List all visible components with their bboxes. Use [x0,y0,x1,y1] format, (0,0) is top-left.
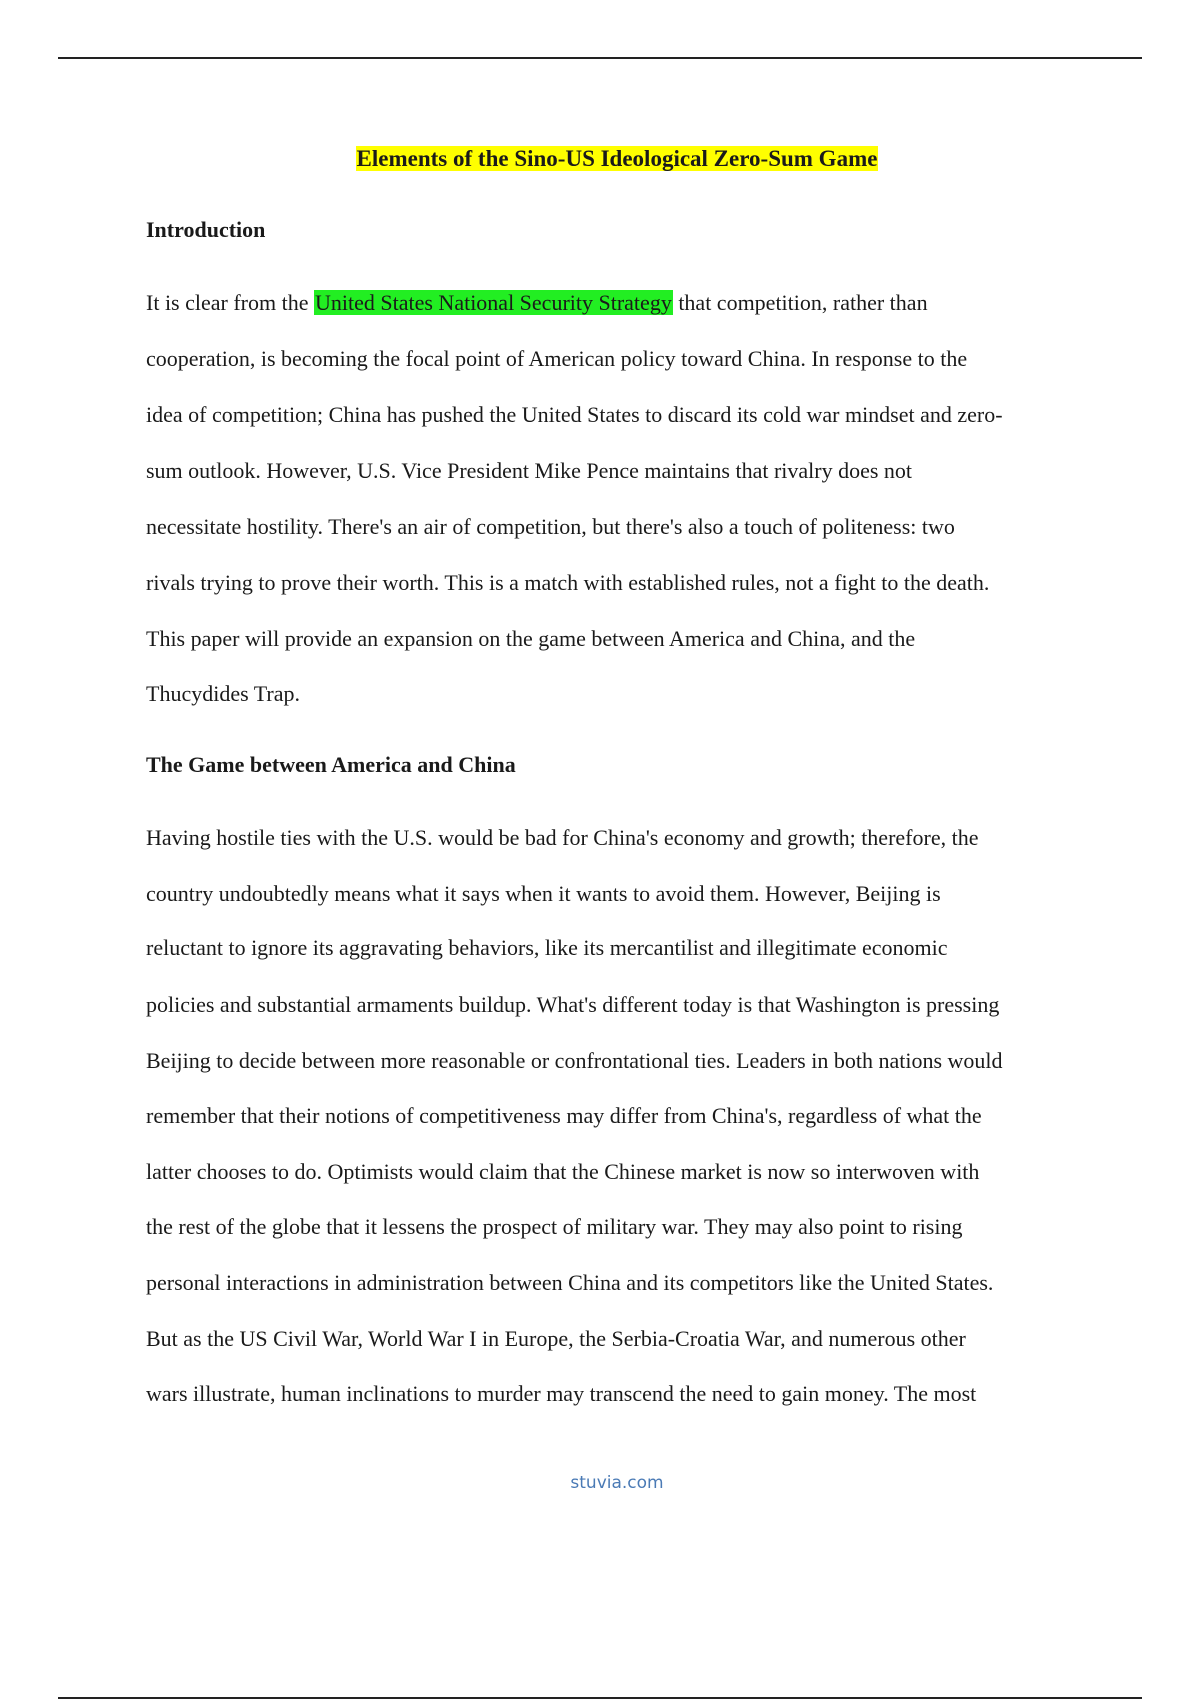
paragraph-line: rivals trying to prove their worth. This is a match with established rules, not a fight to the death. [146,570,990,595]
footer-brand-link[interactable]: stuvia.com [570,1473,664,1493]
paragraph-line: idea of competition; China has pushed the United States to discard its cold war mindset and zero- [146,402,1003,427]
document-title [0,144,1200,174]
line-text-post: that competition, rather than [672,290,928,315]
paragraph-line [146,288,928,318]
section-heading-game: The Game between America and China [146,752,516,777]
document-title-text: Elements of the Sino-US Ideological Zero-Sum Game [356,146,878,171]
paragraph-line: Beijing to decide between more reasonable or confrontational ties. Leaders in both nations would [146,1048,1003,1073]
paragraph-line: latter chooses to do. Optimists would claim that the Chinese market is now so interwoven with [146,1159,980,1184]
paragraph-line: wars illustrate, human inclinations to murder may transcend the need to gain money. The most [146,1381,977,1406]
top-rule [58,57,1142,59]
line-text-pre: It is clear from the [146,290,314,315]
highlighted-phrase: United States National Security Strategy [315,290,672,315]
paragraph-line: necessitate hostility. There's an air of competition, but there's also a touch of politeness: two [146,514,955,539]
paragraph-line: But as the US Civil War, World War I in Europe, the Serbia-Croatia War, and numerous other [146,1326,966,1351]
paragraph-line: reluctant to ignore its aggravating behaviors, like its mercantilist and illegitimate economic [146,935,948,960]
section-heading-introduction: Introduction [146,217,266,242]
paragraph-line: remember that their notions of competitiveness may differ from China's, regardless of what the [146,1103,982,1128]
paragraph-line: sum outlook. However, U.S. Vice President Mike Pence maintains that rivalry does not [146,458,913,483]
bottom-rule [58,1697,1142,1699]
paragraph-line: country undoubtedly means what it says when it wants to avoid them. However, Beijing is [146,881,941,906]
paragraph-line: personal interactions in administration between China and its competitors like the United States. [146,1270,994,1295]
paragraph-line: Thucydides Trap. [146,681,300,706]
paragraph-line: Having hostile ties with the U.S. would be bad for China's economy and growth; therefore, the [146,825,979,850]
paragraph-line: cooperation, is becoming the focal point of American policy toward China. In response to the [146,346,968,371]
paragraph-line: policies and substantial armaments buildup. What's different today is that Washington is pressing [146,992,1000,1017]
paragraph-line: the rest of the globe that it lessens the prospect of military war. They may also point to rising [146,1214,963,1239]
paragraph-line: This paper will provide an expansion on the game between America and China, and the [146,626,916,651]
